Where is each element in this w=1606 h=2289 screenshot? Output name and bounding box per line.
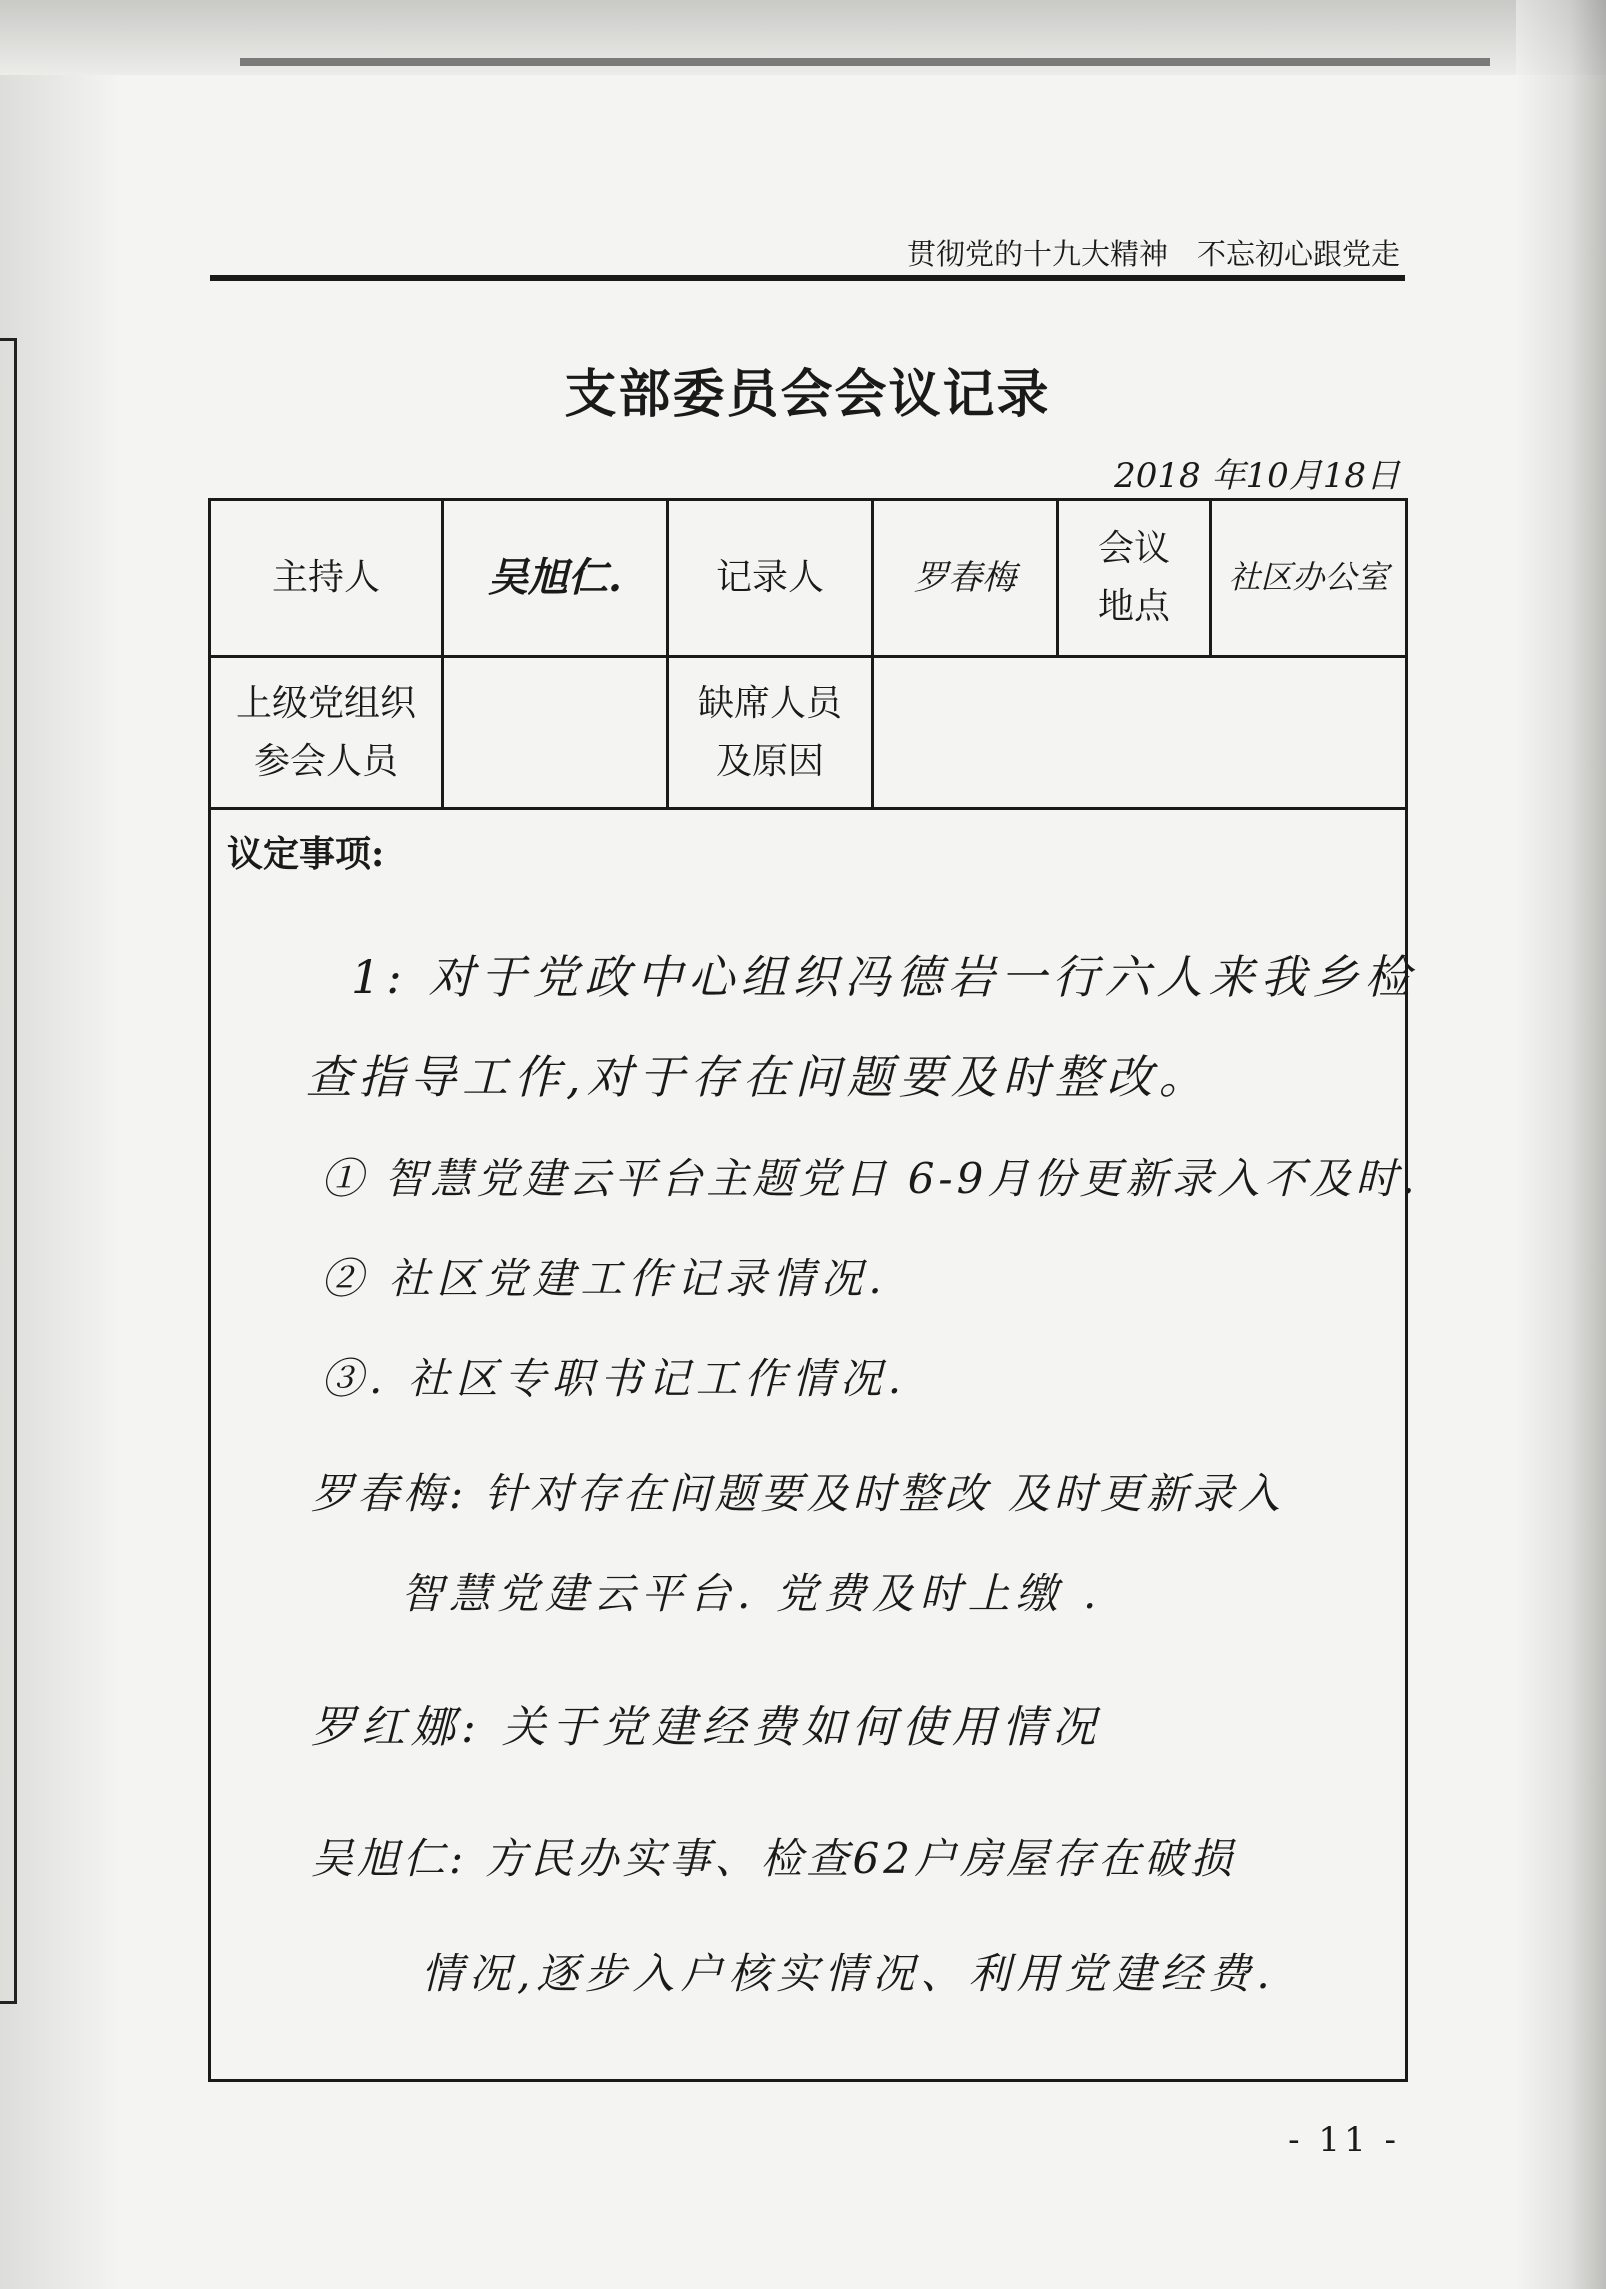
scan-shadow-right (1516, 0, 1606, 2289)
venue-label-line-2: 地点 (1097, 586, 1170, 627)
agenda-line: ① 智慧党建云平台主题党日 6-9月份更新录入不及时. (321, 1154, 1419, 1203)
superior-attendees-label (211, 658, 441, 807)
agenda-line: 吴旭仁: 方民办实事、检查62户房屋存在破损 (311, 1834, 1236, 1883)
venue-label (1059, 501, 1209, 655)
agenda-line: 查指导工作,对于存在问题要及时整改。 (306, 1050, 1211, 1104)
superior-attendees-value (444, 658, 666, 807)
host-value: 吴旭仁. (488, 554, 622, 601)
header-slogan: 贯彻党的十九大精神 不忘初心跟党走 (906, 237, 1400, 271)
agenda-line: ② 社区党建工作记录情况. (321, 1254, 888, 1303)
agenda-line: 罗红娜: 关于党建经费如何使用情况 (311, 1702, 1102, 1753)
recorder-value: 罗春梅 (914, 557, 1016, 598)
agenda-line: 情况,逐步入户核实情况、利用党建经费. (421, 1949, 1276, 1998)
absent-label (669, 658, 871, 807)
scan-shadow-left (0, 0, 120, 2289)
agenda-line: 1: 对于党政中心组织冯德岩一行六人来我乡检 (351, 950, 1417, 1004)
superior-label-line-2: 参会人员 (253, 740, 398, 782)
absent-value (874, 658, 1405, 807)
adjacent-page-edge (0, 338, 17, 2004)
document-title: 支部委员会会议记录 (564, 364, 1051, 425)
agenda-line: ③. 社区专职书记工作情况. (321, 1354, 908, 1403)
absent-label-line-1: 缺席人员 (697, 682, 842, 724)
meeting-date: 2018 年10月18日 (1114, 456, 1400, 496)
absent-label-line-2: 及原因 (715, 740, 824, 782)
recorder-label: 记录人 (715, 557, 824, 599)
agenda-label: 议定事项: (227, 833, 385, 875)
page-number: - 11 - (1288, 2120, 1400, 2160)
venue-label-line-1: 会议 (1097, 528, 1170, 570)
agenda-line: 智慧党建云平台. 党费及时上缴 . (401, 1569, 1103, 1618)
superior-label-line-1: 上级党组织 (235, 682, 416, 724)
venue-value: 社区办公室 (1228, 558, 1389, 597)
meeting-record-table (208, 498, 1419, 2082)
agenda-line: 罗春梅: 针对存在问题要及时整改 及时更新录入 (311, 1469, 1284, 1518)
header-rule (210, 275, 1405, 281)
table-row-divider (211, 807, 1405, 810)
scan-binding-line (240, 58, 1490, 66)
host-label: 主持人 (271, 557, 380, 599)
